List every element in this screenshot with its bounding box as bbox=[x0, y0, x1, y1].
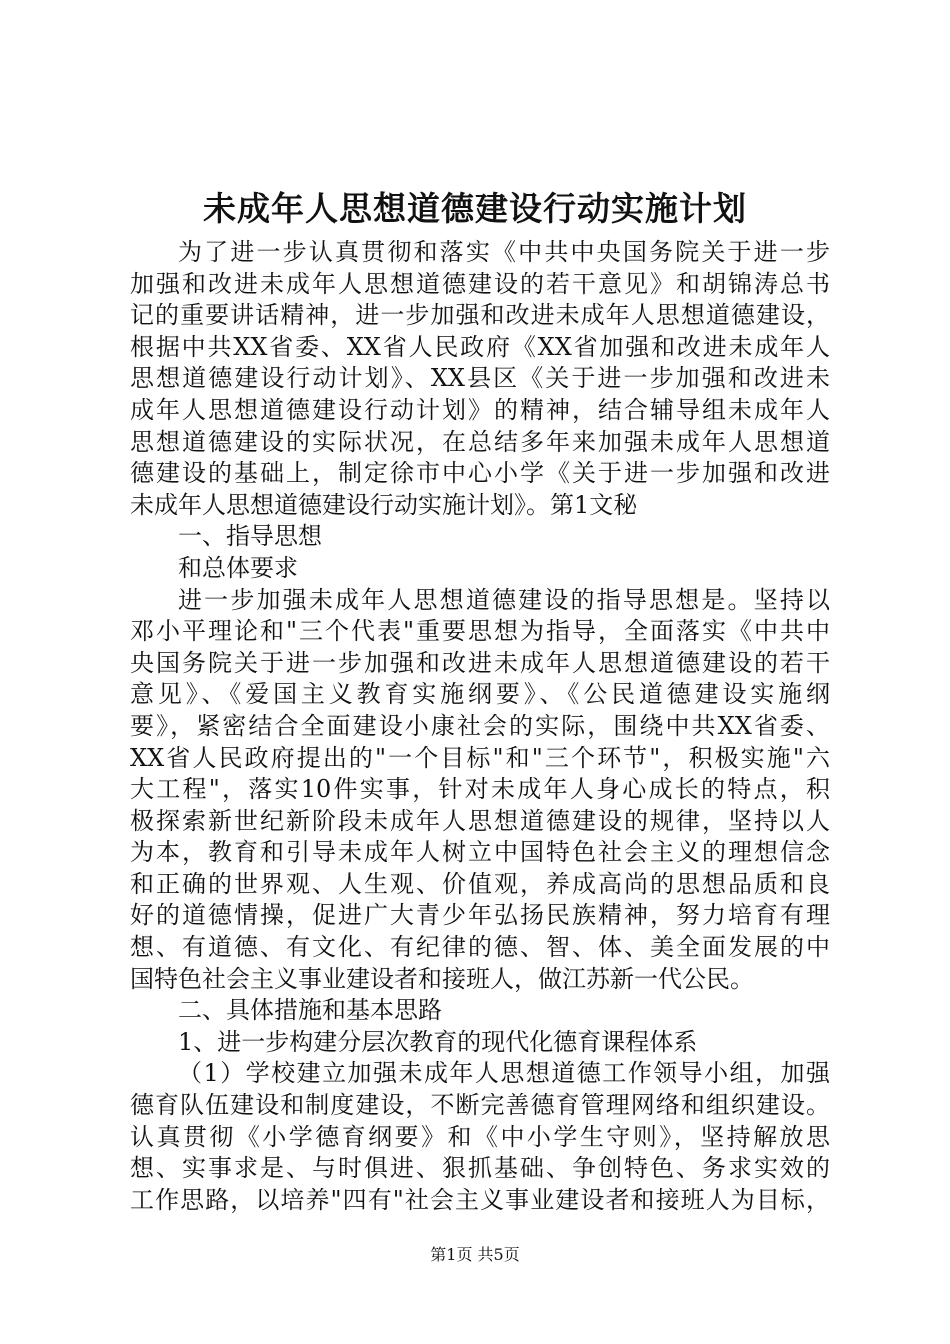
text-line: 想、有道德、有文化、有纪律的德、智、体、美全面发展的中 bbox=[130, 933, 830, 962]
text-line: 和总体要求 bbox=[178, 553, 298, 582]
text-line: 为了进一步认真贯彻和落实《中共中央国务院关于进一步 bbox=[178, 238, 830, 266]
text-line: 思想道德建设的实际状况，在总结多年来加强未成年人思想道 bbox=[130, 427, 830, 456]
text-line: 邓小平理论和"三个代表"重要思想为指导，全面落实《中共中 bbox=[130, 617, 830, 646]
text-line: 想、实事求是、与时俱进、狠抓基础、争创特色、务求实效的 bbox=[130, 1154, 830, 1183]
text-line: 大工程"，落实10件实事，针对未成年人身心成长的特点，积 bbox=[130, 775, 830, 804]
document-title: 未成年人思想道德建设行动实施计划 bbox=[203, 189, 747, 228]
text-line: 工作思路，以培养"四有"社会主义事业建设者和接班人为目标， bbox=[130, 1185, 830, 1214]
text-line: 极探索新世纪新阶段未成年人思想道德建设的规律，坚持以人 bbox=[130, 806, 830, 835]
text-line: 德建设的基础上，制定徐市中心小学《关于进一步加强和改进 bbox=[130, 459, 830, 488]
text-line: 记的重要讲话精神，进一步加强和改进未成年人思想道德建设， bbox=[130, 301, 830, 330]
text-line: 一、指导思想 bbox=[178, 522, 322, 551]
text-line: 好的道德情操，促进广大青少年弘扬民族精神，努力培育有理 bbox=[130, 901, 830, 930]
text-line: 和正确的世界观、人生观、价值观，养成高尚的思想品质和良 bbox=[130, 869, 830, 898]
text-line: 未成年人思想道德建设行动实施计划》。第1文秘 bbox=[130, 490, 638, 519]
text-line: （1）学校建立加强未成年人思想道德工作领导小组，加强 bbox=[178, 1059, 830, 1088]
text-line: 加强和改进未成年人思想道德建设的若干意见》和胡锦涛总书 bbox=[130, 269, 830, 298]
text-line: 央国务院关于进一步加强和改进未成年人思想道德建设的若干 bbox=[130, 648, 830, 677]
text-line: 德育队伍建设和制度建设，不断完善德育管理网络和组织建设。 bbox=[130, 1091, 830, 1120]
text-line: XX省人民政府提出的"一个目标"和"三个环节"，积极实施"六 bbox=[130, 743, 830, 772]
document-body bbox=[130, 237, 830, 1216]
text-line: 1、进一步构建分层次教育的现代化德育课程体系 bbox=[178, 1027, 698, 1056]
text-line: 成年人思想道德建设行动计划》的精神，结合辅导组未成年人 bbox=[130, 395, 830, 424]
text-line: 思想道德建设行动计划》、XX县区《关于进一步加强和改进未 bbox=[130, 364, 830, 393]
text-line: 要》，紧密结合全面建设小康社会的实际，围绕中共XX省委、 bbox=[130, 711, 830, 740]
text-line: 二、具体措施和基本思路 bbox=[178, 996, 442, 1025]
text-line: 国特色社会主义事业建设者和接班人，做江苏新一代公民。 bbox=[130, 964, 754, 993]
text-line: 认真贯彻《小学德育纲要》和《中小学生守则》，坚持解放思 bbox=[130, 1122, 830, 1151]
text-line: 意见》、《爱国主义教育实施纲要》、《公民道德建设实施纲 bbox=[130, 680, 830, 709]
page-footer: 第1页 共5页 bbox=[430, 1245, 520, 1264]
text-line: 根据中共XX省委、XX省人民政府《XX省加强和改进未成年人 bbox=[130, 332, 830, 361]
text-line: 进一步加强未成年人思想道德建设的指导思想是。坚持以 bbox=[178, 585, 830, 614]
text-line: 为本，教育和引导未成年人树立中国特色社会主义的理想信念 bbox=[130, 838, 830, 867]
